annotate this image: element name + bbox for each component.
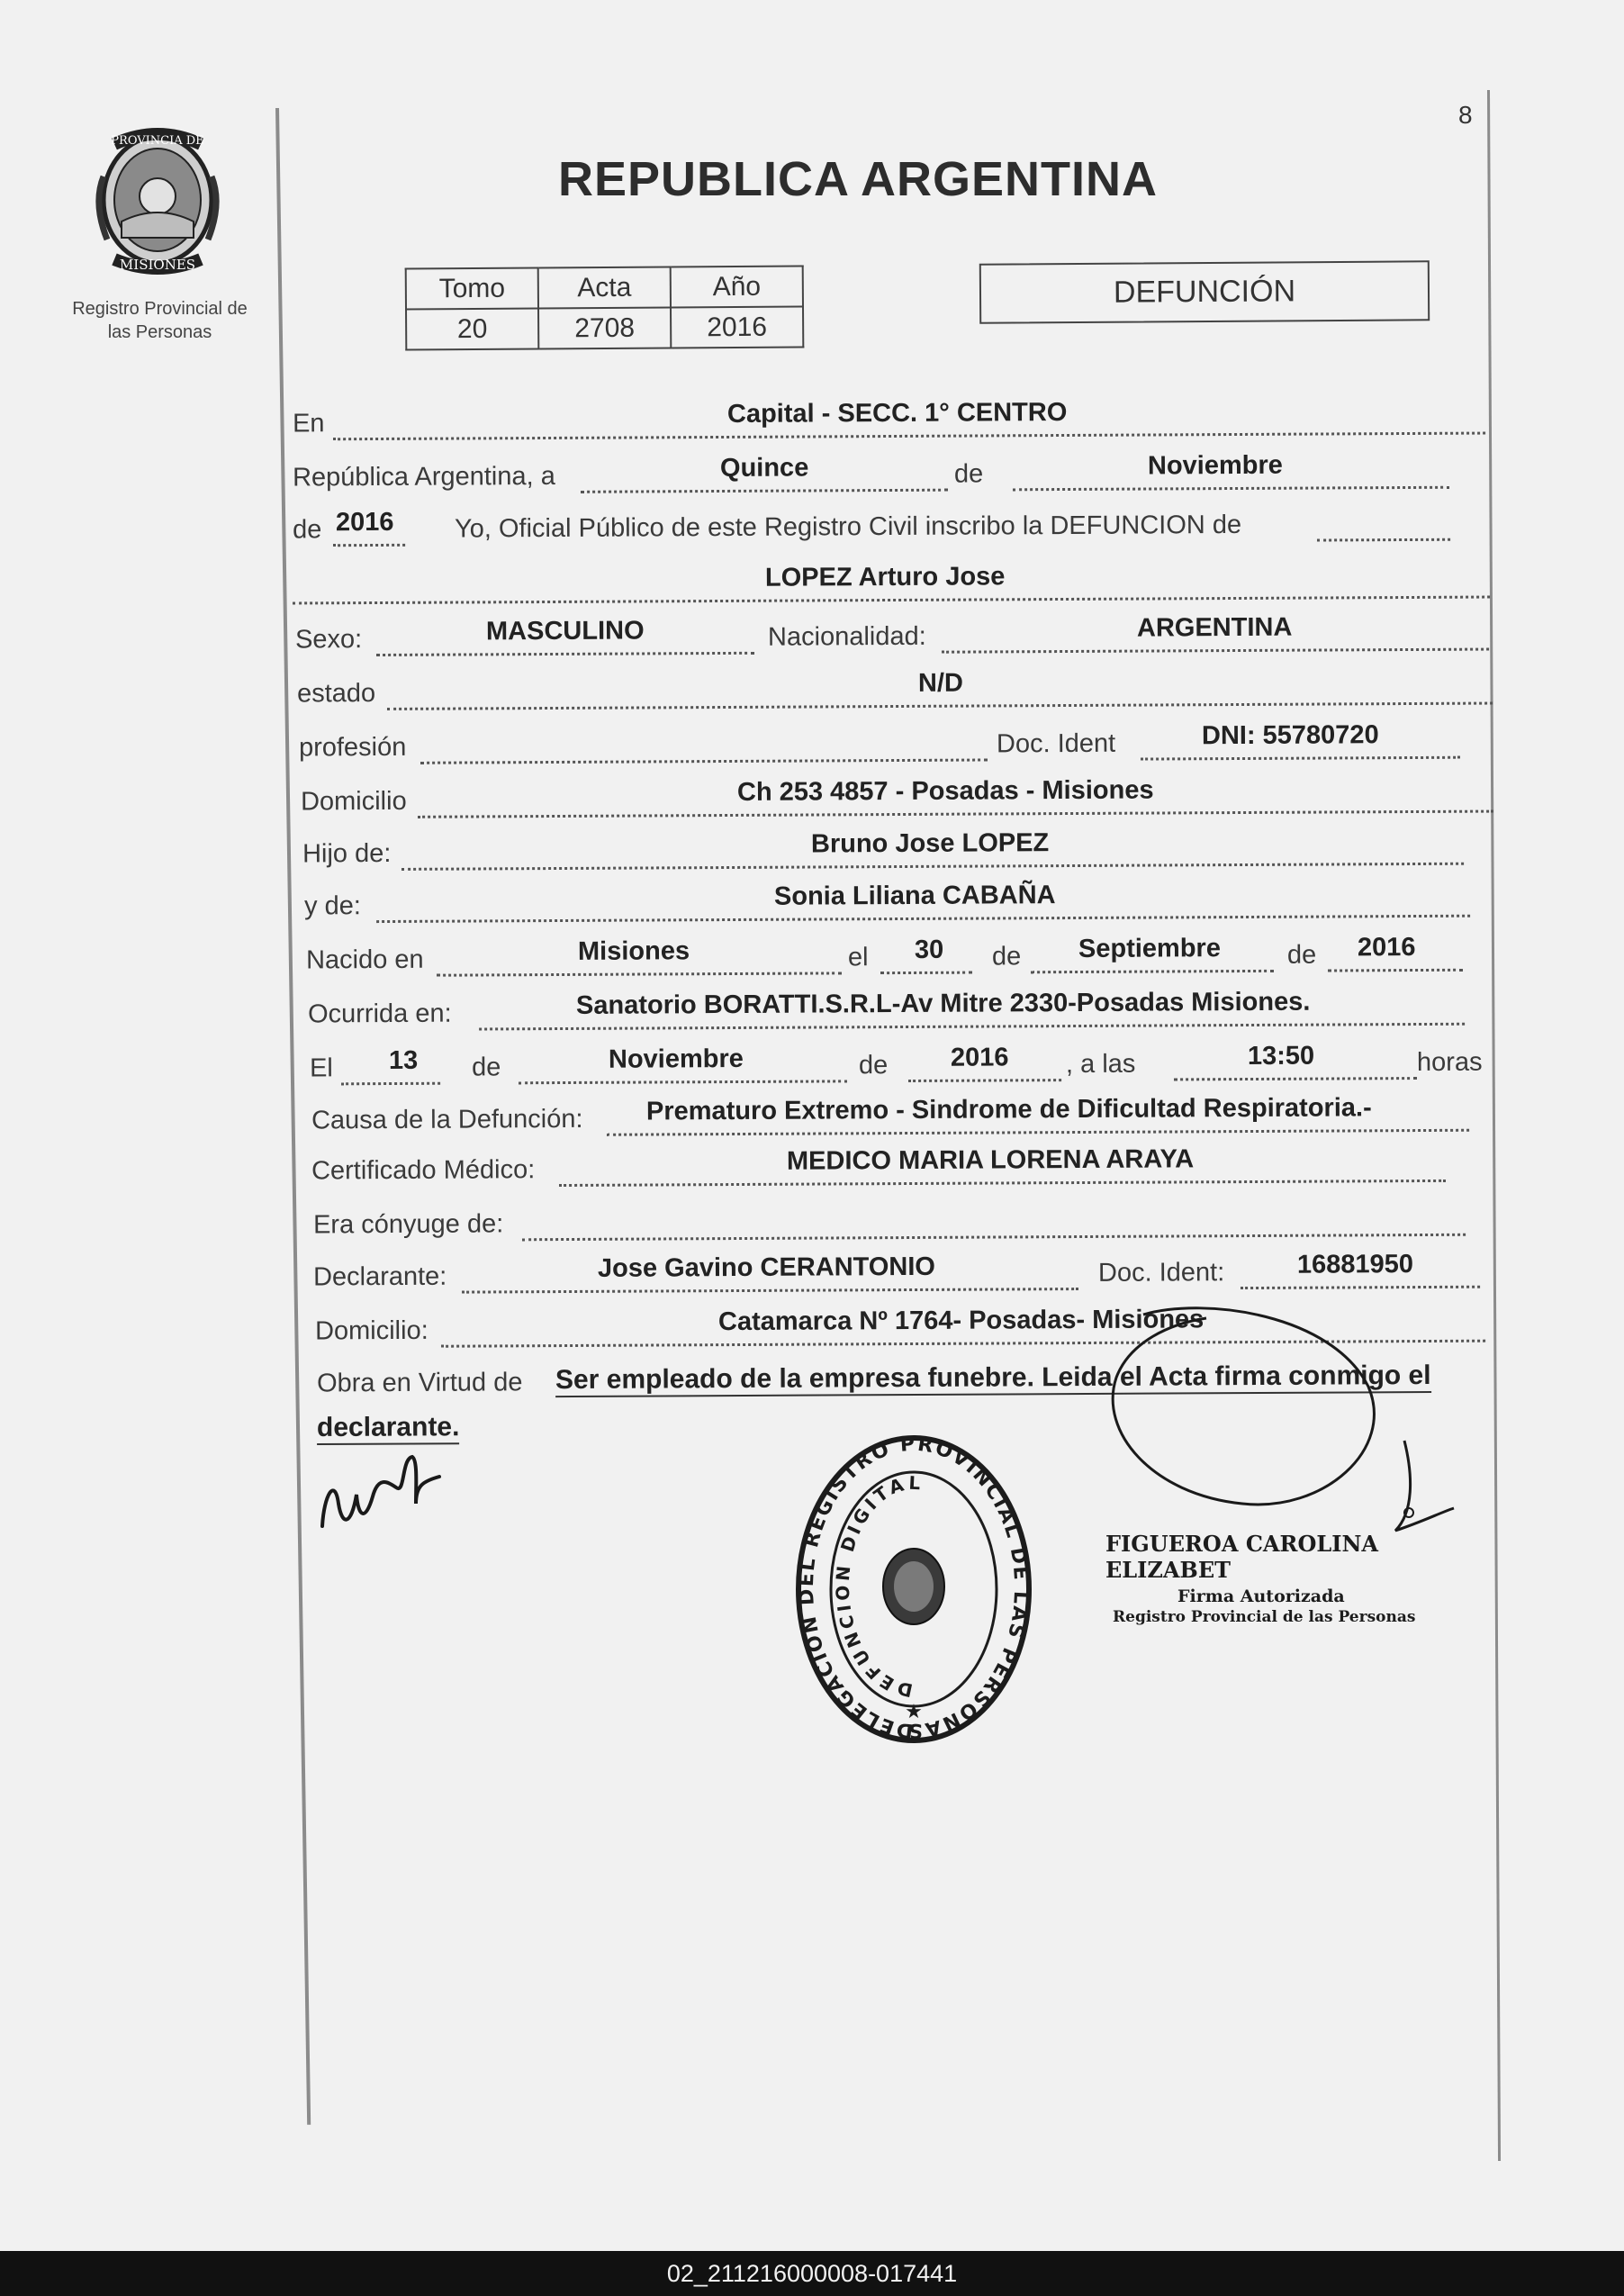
- crest-top-text: PROVINCIA DE: [111, 134, 204, 148]
- birth-month-value: Septiembre: [1078, 934, 1222, 963]
- birth-year-value: 2016: [1357, 933, 1416, 963]
- signatory-office: Registro Provincial de las Personas: [1113, 1608, 1416, 1626]
- registry-label: [50, 297, 270, 344]
- republica-label: República Argentina, a: [292, 461, 555, 493]
- nacido-value: Misiones: [577, 936, 690, 966]
- conyuge-fill: [522, 1192, 1466, 1241]
- svg-text:★: ★: [905, 1700, 923, 1722]
- declarant-signature: [315, 1441, 459, 1540]
- row-republica: [293, 447, 1490, 499]
- value-ano: 2016: [671, 306, 803, 348]
- de-label-4: de: [1286, 940, 1317, 970]
- signatory-title: Firma Autorizada: [1177, 1586, 1345, 1606]
- province-crest-icon: [86, 122, 230, 277]
- de-label-2: de: [292, 515, 322, 545]
- row-hijo: [302, 824, 1500, 875]
- causa-label: Causa de la Defunción:: [311, 1104, 583, 1135]
- sexo-label: Sexo:: [294, 625, 363, 655]
- estado-value: N/D: [917, 668, 964, 698]
- horas-label: horas: [1416, 1047, 1483, 1078]
- de-label-3: de: [991, 942, 1022, 972]
- obra-value-line1: Ser empleado de la empresa funebre. Leida el Acta firma conmigo el: [555, 1360, 1431, 1397]
- nacionalidad-value: ARGENTINA: [1136, 612, 1293, 643]
- hijo-value: Bruno Jose LOPEZ: [810, 828, 1050, 859]
- registry-label-line1: Registro Provincial de: [72, 299, 248, 319]
- header-acta: Acta: [538, 267, 671, 308]
- act-type-box: DEFUNCIÓN: [979, 260, 1430, 323]
- row-declarante: [313, 1247, 1511, 1298]
- certificado-label: Certificado Médico:: [311, 1155, 536, 1186]
- causa-value: Prematuro Extremo - Sindrome de Dificultad Respiratoria.-: [645, 1093, 1372, 1126]
- death-month-value: Noviembre: [608, 1044, 744, 1074]
- row-death-date: [310, 1038, 1507, 1089]
- profesion-label: profesión: [298, 732, 407, 763]
- declarante-value: Jose Gavino CERANTONIO: [597, 1252, 935, 1283]
- seal-outer-text: DELEGACION DEL REGISTRO PROVINCIAL DE LAS PERSONAS: [795, 1433, 1033, 1742]
- hijo-label: Hijo de:: [302, 838, 392, 869]
- document-id-footer: 02_211216000008-017441: [0, 2251, 1624, 2296]
- value-tomo: 20: [406, 309, 538, 350]
- day-value: Quince: [719, 453, 809, 483]
- yde-label: y de:: [303, 891, 361, 921]
- sexo-value: MASCULINO: [485, 616, 645, 646]
- record-table: [405, 265, 805, 350]
- certificado-value: MEDICO MARIA LORENA ARAYA: [786, 1144, 1195, 1176]
- conyuge-label: Era cónyuge de:: [312, 1209, 504, 1240]
- yde-value: Sonia Liliana CABAÑA: [773, 881, 1056, 911]
- registry-label-line2: las Personas: [107, 322, 212, 342]
- obra-value-line2: declarante.: [317, 1412, 460, 1445]
- de-label-1: de: [953, 459, 984, 489]
- domicilio2-value: Catamarca Nº 1764- Posadas- Misiones: [717, 1305, 1204, 1337]
- nacido-label: Nacido en: [305, 945, 424, 975]
- doc-ident-label: Doc. Ident: [996, 728, 1116, 759]
- a-las-label: , a las: [1065, 1049, 1136, 1080]
- de-label-5: de: [471, 1053, 501, 1082]
- official-seal-stamp: [792, 1432, 1035, 1747]
- page-number: 8: [1458, 101, 1473, 129]
- row-ocurrida: [308, 984, 1505, 1035]
- estado-label: estado: [296, 679, 376, 709]
- death-year-value: 2016: [950, 1043, 1009, 1072]
- month-value: Noviembre: [1147, 450, 1283, 481]
- en-label: En: [292, 409, 325, 438]
- ocurrida-value: Sanatorio BORATTI.S.R.L-Av Mitre 2330-Posadas Misiones.: [575, 987, 1311, 1020]
- row-yde: [304, 876, 1502, 927]
- row-conyuge: [313, 1195, 1511, 1246]
- de-label-6: de: [858, 1051, 889, 1080]
- declarante-doc-label: Doc. Ident:: [1097, 1258, 1225, 1288]
- deceased-name-value: LOPEZ Arturo Jose: [764, 562, 1006, 592]
- ocurrida-label: Ocurrida en:: [307, 999, 452, 1029]
- signatory-name: FIGUEROA CAROLINA ELIZABET: [1105, 1531, 1379, 1583]
- domicilio-label: Domicilio: [300, 786, 407, 817]
- header-ano: Año: [671, 266, 803, 307]
- declarante-label: Declarante:: [312, 1261, 447, 1292]
- row-inscribo: [293, 500, 1490, 551]
- seal-inner-text: DEFUNCION DIGITAL: [831, 1471, 925, 1702]
- death-day-value: 13: [388, 1045, 419, 1076]
- authorized-signature: [1098, 1306, 1476, 1558]
- row-causa: [311, 1090, 1509, 1142]
- authorized-signatory-block: [1105, 1531, 1466, 1626]
- nacionalidad-label: Nacionalidad:: [767, 621, 926, 652]
- declarante-doc-value: 16881950: [1296, 1250, 1414, 1279]
- row-certificado: [311, 1141, 1509, 1192]
- El-label: El: [309, 1053, 333, 1083]
- domicilio2-label: Domicilio:: [314, 1315, 429, 1346]
- inscribo-fill: [1317, 497, 1450, 542]
- row-domicilio: [301, 772, 1498, 823]
- domicilio-value: Ch 253 4857 - Posadas - Misiones: [736, 775, 1154, 807]
- header-tomo: Tomo: [406, 268, 538, 310]
- year-value: 2016: [335, 507, 394, 538]
- birth-day-value: 30: [914, 935, 944, 964]
- el-label: el: [847, 943, 869, 972]
- row-nacido: [306, 930, 1503, 981]
- row-estado: [297, 664, 1494, 715]
- document-title: REPUBLICA ARGENTINA: [558, 152, 1158, 206]
- row-profesion: [299, 718, 1496, 769]
- profesion-fill: [420, 717, 988, 764]
- row-en: [293, 393, 1490, 445]
- en-value: Capital - SECC. 1° CENTRO: [726, 397, 1068, 429]
- obra-label: Obra en Virtud de: [316, 1368, 523, 1398]
- row-sexo: [295, 610, 1493, 661]
- death-time-value: 13:50: [1247, 1041, 1315, 1071]
- value-acta: 2708: [538, 307, 671, 348]
- doc-ident-value: DNI: 55780720: [1201, 720, 1379, 751]
- crest-bottom-text: MISIONES: [119, 257, 196, 273]
- row-name: [293, 557, 1490, 609]
- inscribo-text: Yo, Oficial Público de este Registro Civil inscribo la DEFUNCION de: [454, 510, 1242, 544]
